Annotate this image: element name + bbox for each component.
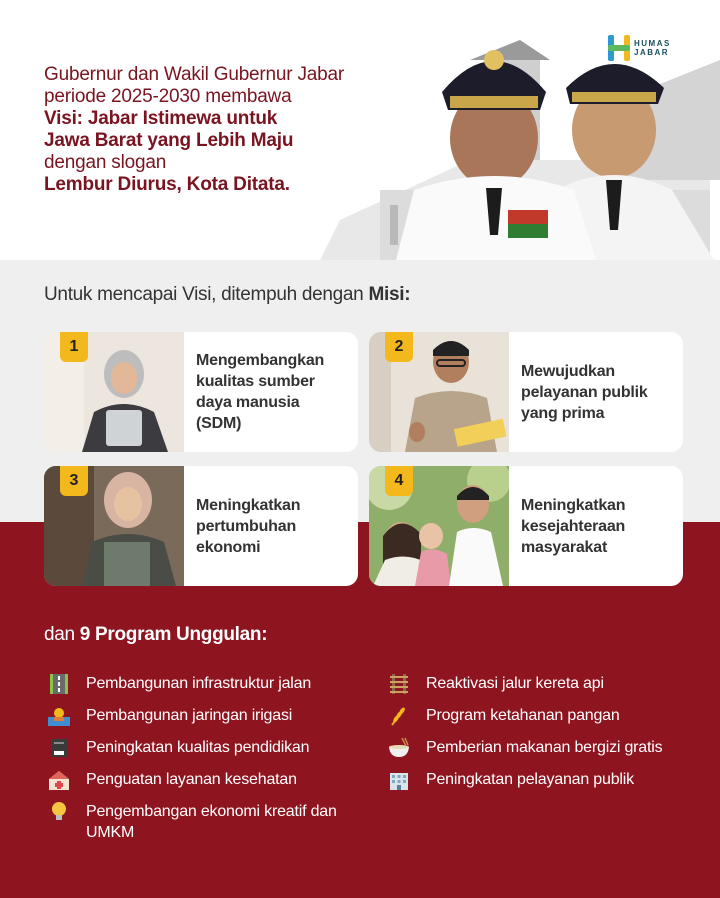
humas-jabar-logo-icon bbox=[608, 35, 630, 61]
header-line-5: dengan slogan bbox=[44, 152, 167, 173]
mission-number-badge: 2 bbox=[385, 332, 413, 362]
mission-label: Mewujudkan pelayanan publik yang prima bbox=[521, 362, 648, 422]
program-heading: dan 9 Program Unggulan: bbox=[44, 624, 268, 645]
food-bowl-icon bbox=[388, 737, 410, 759]
mission-heading: Untuk mencapai Visi, ditempuh dengan Misi: bbox=[44, 284, 411, 305]
header-section bbox=[0, 0, 720, 260]
program-item bbox=[388, 673, 686, 695]
program-label: Pengembangan ekonomi kreatif dan UMKM bbox=[86, 803, 337, 841]
program-label: Pembangunan jaringan irigasi bbox=[86, 707, 293, 724]
program-label: Pemberian makanan bergizi gratis bbox=[426, 739, 663, 756]
header-vision-text bbox=[44, 64, 384, 196]
school-icon bbox=[48, 737, 70, 759]
mission-label: Meningkatkan kesejahteraan masyarakat bbox=[521, 496, 626, 556]
header-line-1: Gubernur dan Wakil Gubernur Jabar bbox=[44, 64, 345, 85]
program-item bbox=[48, 769, 346, 791]
railway-icon bbox=[388, 673, 410, 695]
office-building-icon bbox=[388, 769, 410, 791]
wheat-icon bbox=[388, 705, 410, 727]
program-item bbox=[48, 801, 346, 843]
mission-card-1 bbox=[44, 332, 358, 452]
road-icon bbox=[48, 673, 70, 695]
program-label: Program ketahanan pangan bbox=[426, 707, 620, 724]
mission-label: Mengembangkan kualitas sumber daya manusia (SDM) bbox=[196, 352, 325, 432]
logo-text: HUMAS JABAR bbox=[634, 39, 671, 57]
program-label: Reaktivasi jalur kereta api bbox=[426, 675, 604, 692]
slogan-line: Lembur Diurus, Kota Ditata. bbox=[44, 174, 290, 195]
mission-card-3 bbox=[44, 466, 358, 586]
mission-number-badge: 4 bbox=[385, 466, 413, 496]
vision-line-1: Visi: Jabar Istimewa untuk bbox=[44, 108, 278, 129]
program-label: Penguatan layanan kesehatan bbox=[86, 771, 297, 788]
mission-number-badge: 1 bbox=[60, 332, 88, 362]
header-line-2: periode 2025-2030 membawa bbox=[44, 86, 292, 107]
vision-line-2: Jawa Barat yang Lebih Maju bbox=[44, 130, 294, 151]
program-item bbox=[48, 705, 346, 727]
humas-jabar-logo bbox=[608, 30, 682, 66]
hospital-icon bbox=[48, 769, 70, 791]
program-item bbox=[388, 769, 686, 791]
mission-label: Meningkatkan pertumbuhan ekonomi bbox=[196, 496, 301, 556]
program-label: Pembangunan infrastruktur jalan bbox=[86, 675, 312, 692]
irrigation-icon bbox=[48, 705, 70, 727]
program-item bbox=[388, 705, 686, 727]
program-item bbox=[48, 737, 346, 759]
lightbulb-icon bbox=[48, 801, 70, 823]
program-item bbox=[48, 673, 346, 695]
mission-card-2 bbox=[369, 332, 683, 452]
program-item bbox=[388, 737, 686, 759]
program-label: Peningkatan pelayanan publik bbox=[426, 771, 634, 788]
mission-card-4 bbox=[369, 466, 683, 586]
mission-number-badge: 3 bbox=[60, 466, 88, 496]
program-label: Peningkatan kualitas pendidikan bbox=[86, 739, 310, 756]
